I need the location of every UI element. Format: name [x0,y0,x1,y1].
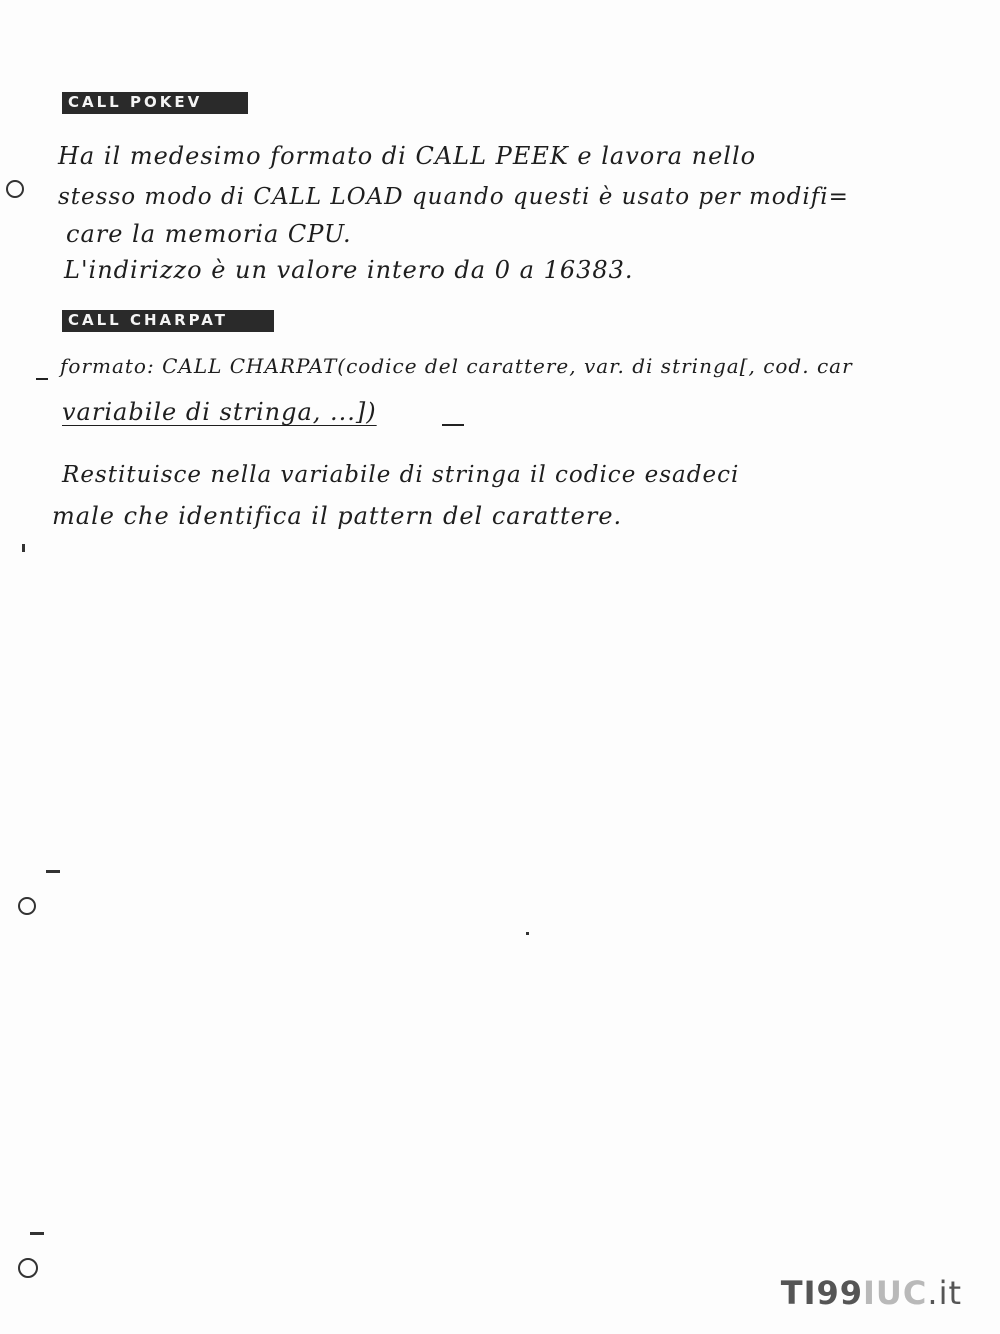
list-dash [36,378,48,380]
format-line: variabile di stringa, ...]) [62,398,377,426]
binder-hole-top [6,180,24,198]
text-line: stesso modo di CALL LOAD quando questi è usato per modifi= [58,184,849,210]
text-line: Ha il medesimo formato di CALL PEEK e lavora nello [58,142,757,170]
section-heading-call-pokev: CALL POKEV [62,92,248,114]
watermark-part: IUC [863,1274,928,1312]
margin-mark [22,544,25,552]
text-line: care la memoria CPU. [66,220,352,248]
margin-mark [526,932,529,935]
text-line: male che identifica il pattern del carattere. [52,502,623,530]
section-heading-call-charpat: CALL CHARPAT [62,310,274,332]
text-line: Restituisce nella variabile di stringa il codice esadeci [62,462,740,488]
margin-mark [46,870,60,873]
watermark-part: .it [927,1274,962,1312]
binder-hole-middle [18,897,36,915]
site-watermark [781,1274,962,1312]
binder-hole-bottom [18,1258,38,1278]
watermark-part: TI99 [780,1274,864,1312]
text-line: L'indirizzo è un valore intero da 0 a 16383. [64,256,634,284]
margin-mark [30,1232,44,1235]
trailing-dash [442,424,464,426]
format-line: formato: CALL CHARPAT(codice del carattere, var. di stringa[, cod. car [60,354,853,378]
